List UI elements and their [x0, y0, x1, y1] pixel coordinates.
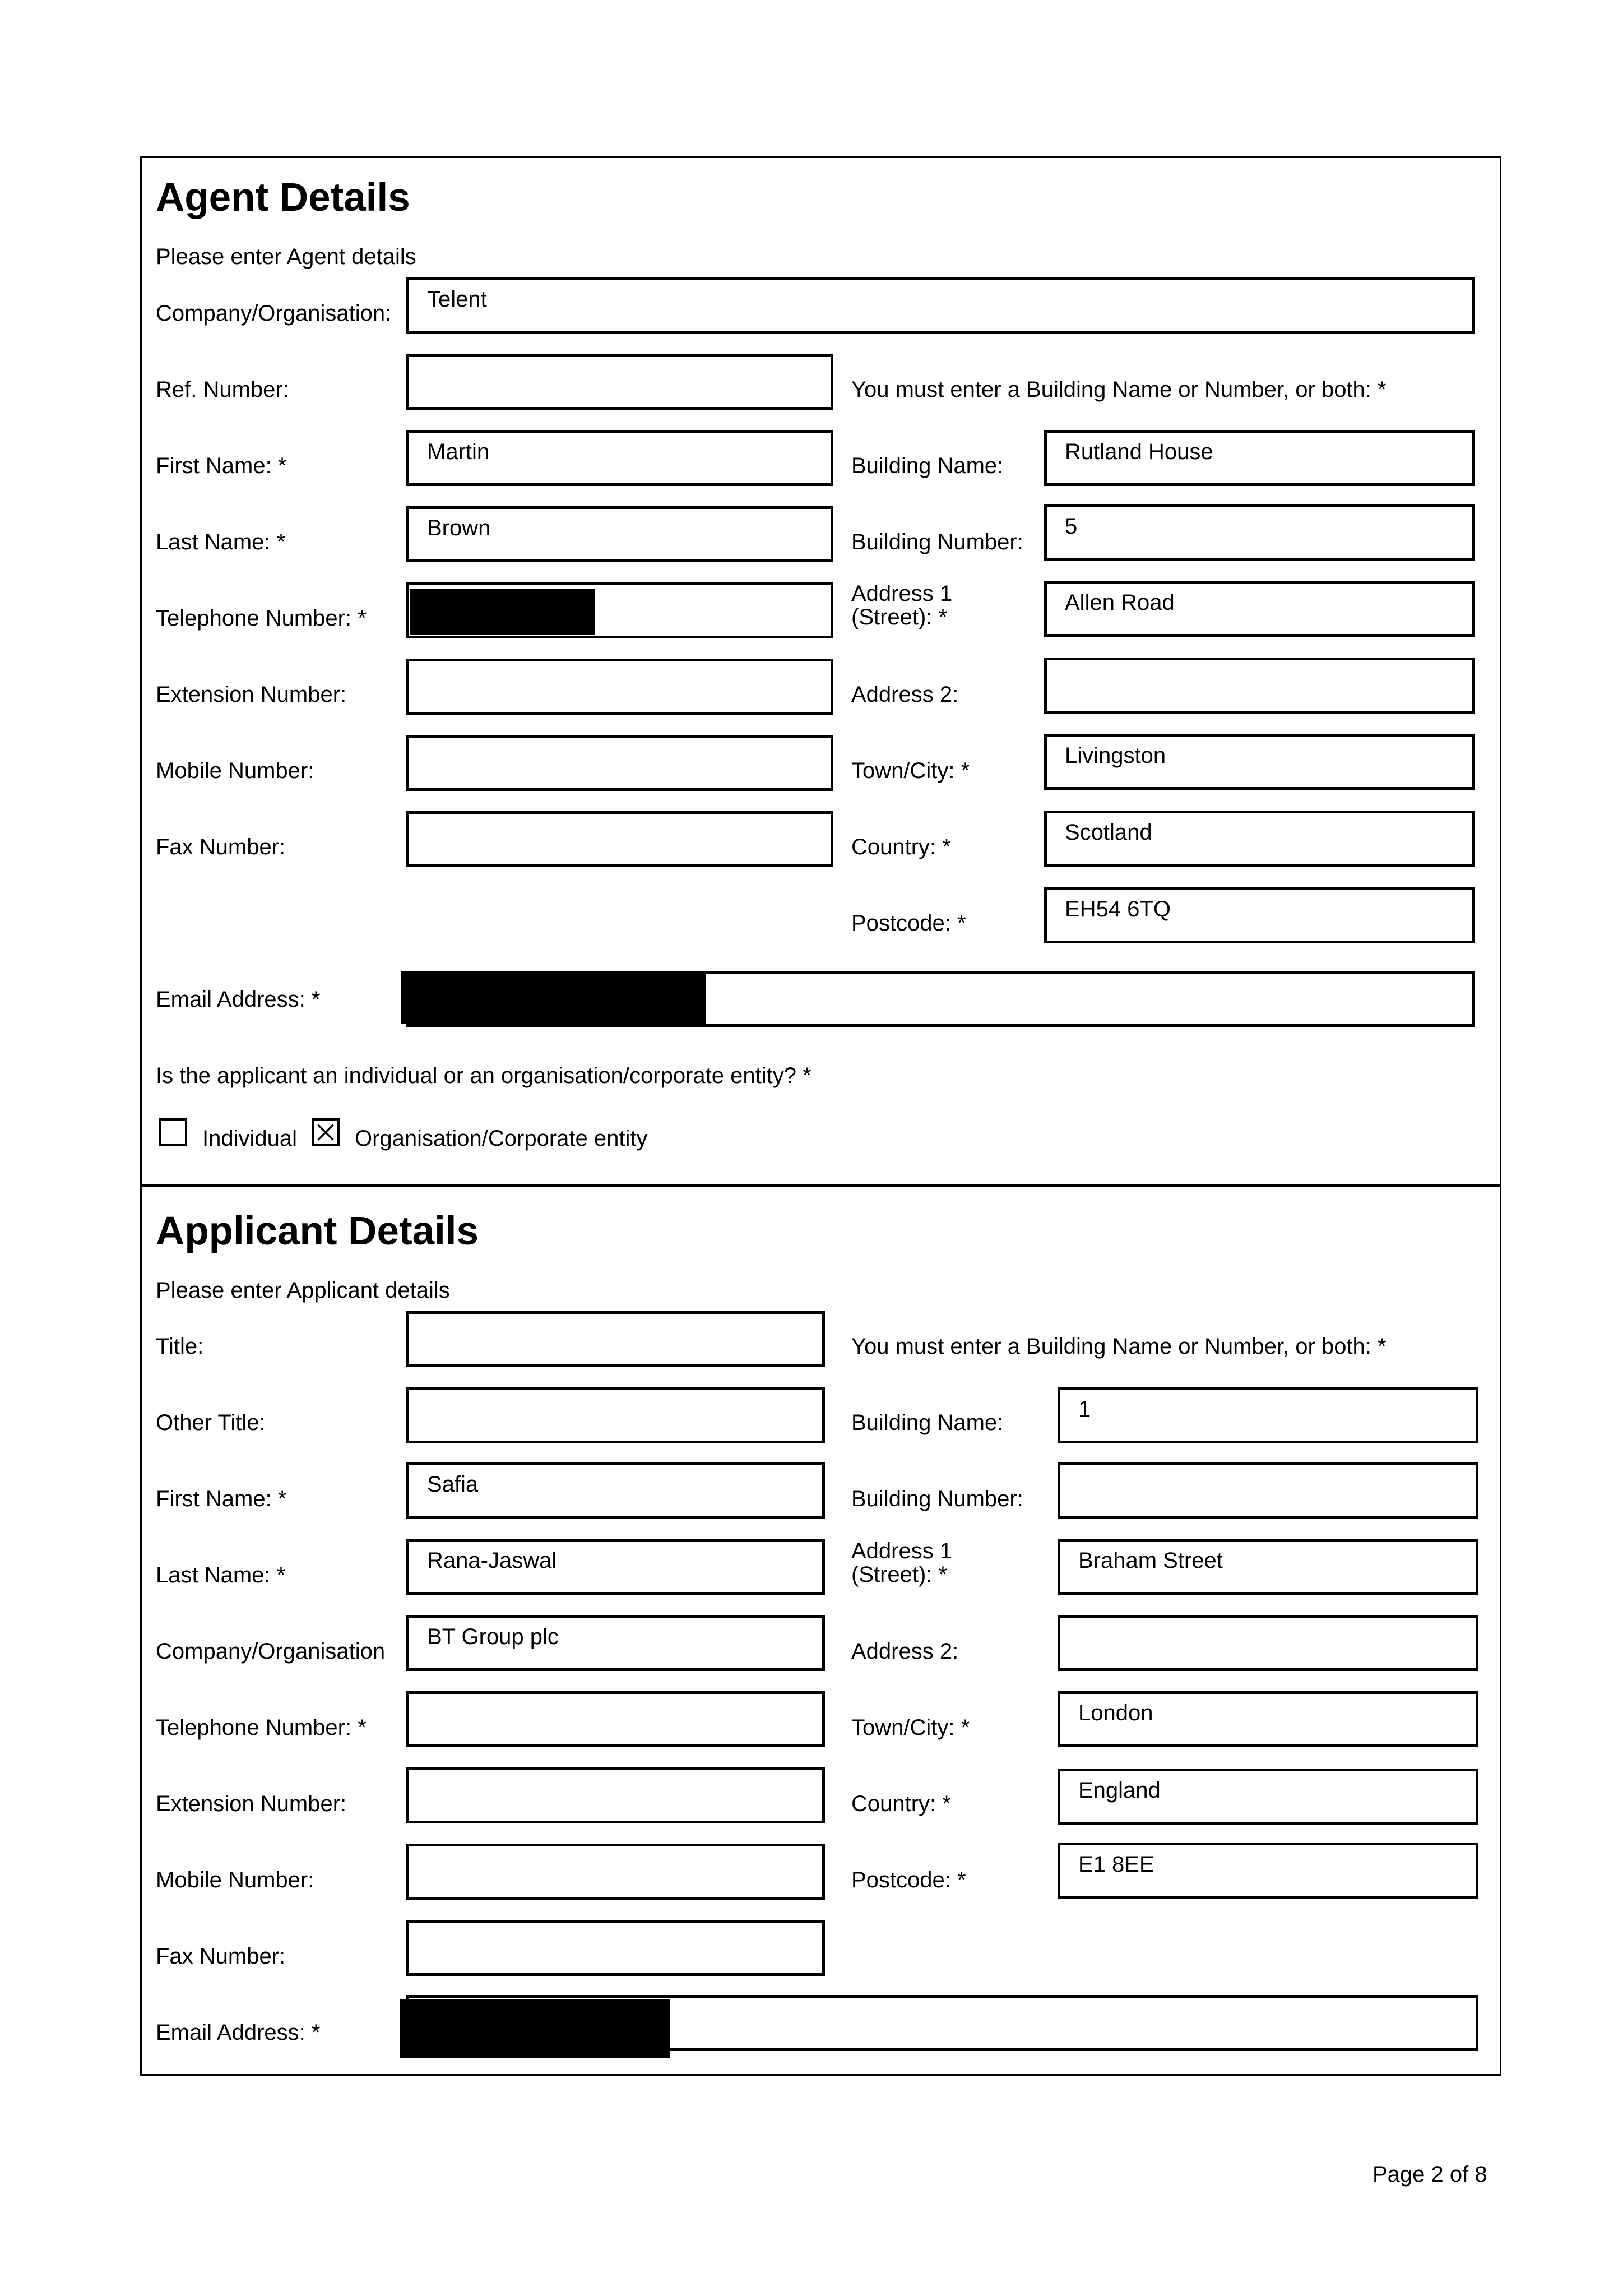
- applicant-other-title-label: Other Title:: [156, 1410, 266, 1435]
- applicant-fax-label: Fax Number:: [156, 1944, 286, 1969]
- agent-company-label: Company/Organisation:: [156, 301, 392, 326]
- applicant-country-label: Country: *: [851, 1792, 951, 1816]
- agent-town-field[interactable]: Livingston: [1044, 734, 1475, 790]
- applicant-building-name-label: Building Name:: [851, 1410, 1004, 1435]
- agent-address1-label-line1: Address 1: [851, 581, 953, 606]
- agent-telephone-label: Telephone Number: *: [156, 606, 367, 631]
- agent-email-label: Email Address: *: [156, 987, 321, 1012]
- applicant-building-prompt: You must enter a Building Name or Number, or both: *: [851, 1334, 1386, 1359]
- applicant-email-label: Email Address: *: [156, 2020, 321, 2045]
- applicant-section-heading: Applicant Details: [156, 1209, 479, 1253]
- agent-address1-field[interactable]: Allen Road: [1044, 581, 1475, 637]
- agent-email-redaction: [401, 971, 706, 1024]
- applicant-extension-field[interactable]: [406, 1767, 825, 1823]
- applicant-address2-field[interactable]: [1058, 1615, 1478, 1671]
- agent-building-name-label: Building Name:: [851, 453, 1004, 478]
- agent-building-number-label: Building Number:: [851, 530, 1023, 554]
- applicant-postcode-label: Postcode: *: [851, 1868, 966, 1892]
- applicant-type-question: Is the applicant an individual or an organisation/corporate entity? *: [156, 1063, 812, 1088]
- agent-company-field[interactable]: Telent: [406, 277, 1475, 334]
- applicant-address1-label-line2: (Street): *: [851, 1562, 948, 1587]
- applicant-last-name-field[interactable]: Rana-Jaswal: [406, 1539, 825, 1595]
- applicant-building-number-field[interactable]: [1058, 1462, 1478, 1519]
- applicant-first-name-label: First Name: *: [156, 1487, 287, 1511]
- agent-extension-label: Extension Number:: [156, 682, 347, 707]
- agent-address1-label-line2: (Street): *: [851, 605, 948, 629]
- applicant-email-redaction: [400, 1999, 670, 2058]
- applicant-company-field[interactable]: BT Group plc: [406, 1615, 825, 1671]
- agent-address2-label: Address 2:: [851, 682, 959, 707]
- agent-building-name-field[interactable]: Rutland House: [1044, 430, 1475, 486]
- agent-address2-field[interactable]: [1044, 658, 1475, 714]
- applicant-title-label: Title:: [156, 1334, 204, 1359]
- applicant-first-name-field[interactable]: Safia: [406, 1462, 825, 1519]
- applicant-postcode-field[interactable]: E1 8EE: [1058, 1843, 1478, 1899]
- applicant-fax-field[interactable]: [406, 1920, 825, 1976]
- agent-fax-label: Fax Number:: [156, 835, 286, 859]
- agent-postcode-label: Postcode: *: [851, 911, 966, 936]
- applicant-building-number-label: Building Number:: [851, 1487, 1023, 1511]
- agent-building-number-field[interactable]: 5: [1044, 504, 1475, 561]
- agent-mobile-field[interactable]: [406, 735, 833, 791]
- agent-first-name-field[interactable]: Martin: [406, 430, 833, 486]
- organisation-checkbox[interactable]: [312, 1118, 340, 1146]
- applicant-last-name-label: Last Name: *: [156, 1563, 286, 1587]
- applicant-intro-text: Please enter Applicant details: [156, 1278, 450, 1303]
- agent-postcode-field[interactable]: EH54 6TQ: [1044, 887, 1475, 943]
- applicant-company-label: Company/Organisation: [156, 1639, 386, 1664]
- agent-ref-number-field[interactable]: [406, 354, 833, 410]
- agent-telephone-redaction: [410, 589, 595, 635]
- agent-town-label: Town/City: *: [851, 758, 970, 783]
- organisation-option-label: Organisation/Corporate entity: [355, 1126, 648, 1151]
- individual-option-label: Individual: [202, 1126, 298, 1151]
- agent-ref-number-label: Ref. Number:: [156, 377, 289, 402]
- applicant-address1-label-line1: Address 1: [851, 1539, 953, 1563]
- applicant-telephone-label: Telephone Number: *: [156, 1715, 367, 1740]
- applicant-mobile-label: Mobile Number:: [156, 1868, 314, 1892]
- applicant-building-name-field[interactable]: 1: [1058, 1387, 1478, 1443]
- agent-country-label: Country: *: [851, 835, 951, 859]
- applicant-title-field[interactable]: [406, 1311, 825, 1367]
- agent-building-prompt: You must enter a Building Name or Number, or both: *: [851, 377, 1386, 402]
- applicant-other-title-field[interactable]: [406, 1387, 825, 1443]
- individual-checkbox[interactable]: [159, 1118, 187, 1146]
- agent-section-heading: Agent Details: [156, 175, 410, 220]
- agent-intro-text: Please enter Agent details: [156, 244, 416, 269]
- applicant-telephone-field[interactable]: [406, 1691, 825, 1747]
- agent-country-field[interactable]: Scotland: [1044, 811, 1475, 867]
- agent-fax-field[interactable]: [406, 811, 833, 867]
- applicant-mobile-field[interactable]: [406, 1844, 825, 1900]
- applicant-country-field[interactable]: England: [1058, 1769, 1478, 1825]
- agent-mobile-label: Mobile Number:: [156, 758, 314, 783]
- applicant-extension-label: Extension Number:: [156, 1792, 347, 1816]
- agent-first-name-label: First Name: *: [156, 453, 287, 478]
- agent-last-name-label: Last Name: *: [156, 530, 286, 554]
- agent-last-name-field[interactable]: Brown: [406, 506, 833, 562]
- section-divider: [140, 1184, 1501, 1187]
- applicant-town-label: Town/City: *: [851, 1715, 970, 1740]
- page-number: Page 2 of 8: [1372, 2162, 1487, 2187]
- checked-x-icon: [314, 1121, 337, 1144]
- agent-extension-field[interactable]: [406, 659, 833, 715]
- applicant-town-field[interactable]: London: [1058, 1691, 1478, 1747]
- applicant-address2-label: Address 2:: [851, 1639, 959, 1664]
- applicant-address1-field[interactable]: Braham Street: [1058, 1539, 1478, 1595]
